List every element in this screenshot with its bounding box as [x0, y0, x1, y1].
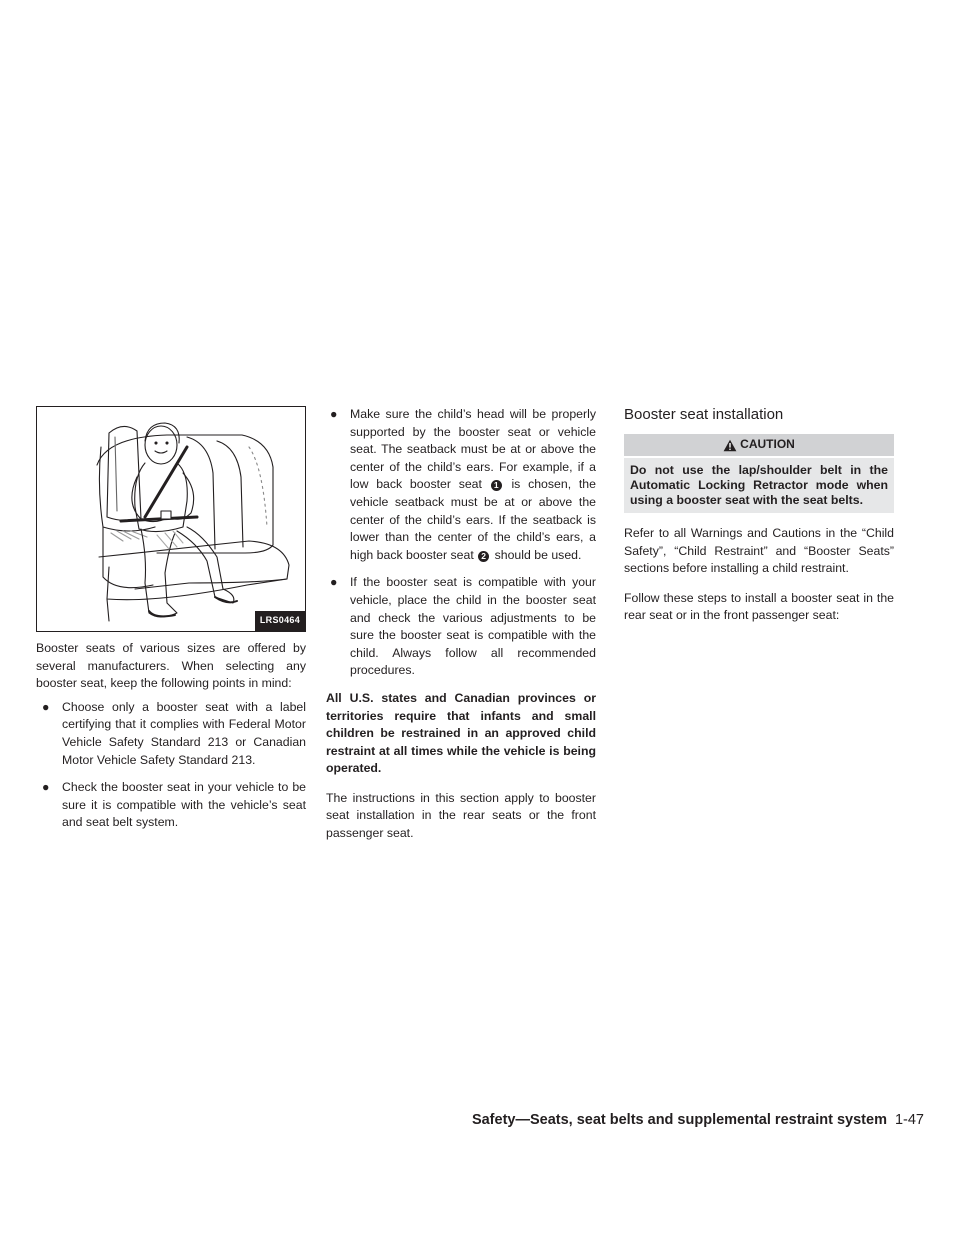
- booster-seat-illustration: [36, 406, 306, 632]
- bullet-text: Choose only a booster seat with a label certifying that it complies with Federal Motor Vehicle Safety Standard 213 or Canadian Motor Vehicle Safety Standard 213.: [62, 699, 306, 767]
- list-item: [38, 779, 306, 832]
- refer-paragraph: Refer to all Warnings and Cautions in the “Child Safety”, “Child Restraint” and “Booster Seats” sections before installing a child restraint.: [624, 526, 894, 576]
- callout-2-marker: 2: [478, 551, 489, 562]
- bullet-icon: ●: [42, 780, 50, 795]
- chapter-title: Safety—Seats, seat belts and supplemental restraint system: [471, 1112, 887, 1128]
- bullet-text-part: Make sure the child’s head will be properly supported by the booster seat or vehicle seat. The seatback must be at or above the center of the child’s ears. For example, if a low back booster seat: [350, 407, 596, 492]
- figure-code-label: LRS0464: [255, 611, 305, 631]
- bullet-icon: ●: [330, 407, 338, 421]
- intro-paragraph: Booster seats of various sizes are offered by several manufacturers. When selecting any booster seat, keep the following points in mind:: [36, 641, 306, 691]
- left-bullet-list: [36, 699, 306, 832]
- right-column: [624, 406, 894, 625]
- left-column: [36, 406, 306, 842]
- child-in-booster-seat-drawing: [37, 407, 305, 631]
- bullet-text-part: is chosen, the vehicle seatback must be at or above the center of the child’s ears. If the seatback is lower than the center of the child’s ears, a high back booster seat: [350, 477, 596, 562]
- middle-bullet-list: [326, 406, 596, 680]
- callout-1-marker: 1: [491, 480, 502, 491]
- warning-triangle-icon: [723, 439, 737, 452]
- bullet-icon: ●: [330, 575, 338, 590]
- bullet-text: If the booster seat is compatible with your vehicle, place the child in the booster seat and check the various adjustments to be sure the booster seat is compatible with the child. Always follow all recommended procedures.: [350, 575, 596, 678]
- list-item: [38, 699, 306, 769]
- caution-header: [624, 434, 894, 456]
- page-number: 1-47: [894, 1112, 924, 1128]
- list-item: [326, 574, 596, 680]
- steps-intro-paragraph: Follow these steps to install a booster seat in the rear seat or in the front passenger seat:: [624, 590, 894, 623]
- legal-requirement-note: All U.S. states and Canadian provinces or territories require that infants and small children be restrained in an approved child restraint at all times while the vehicle is being operated.: [326, 690, 596, 776]
- bullet-text-part: should be used.: [494, 547, 582, 562]
- bullet-text: Check the booster seat in your vehicle to be sure it is compatible with the vehicle’s seat and seat belt system.: [62, 780, 306, 830]
- section-heading: Booster seat installation: [624, 406, 784, 423]
- instructions-paragraph: The instructions in this section apply to booster seat installation in the rear seats or the front passenger seat.: [326, 790, 596, 841]
- caution-title: CAUTION: [740, 437, 795, 452]
- caution-text: Do not use the lap/shoulder belt in the Automatic Locking Retractor mode when using a booster seat with the seat belts.: [624, 458, 894, 513]
- list-item: [326, 406, 596, 564]
- bullet-icon: ●: [42, 699, 50, 714]
- page-footer: [426, 1112, 924, 1128]
- middle-column: [326, 406, 596, 843]
